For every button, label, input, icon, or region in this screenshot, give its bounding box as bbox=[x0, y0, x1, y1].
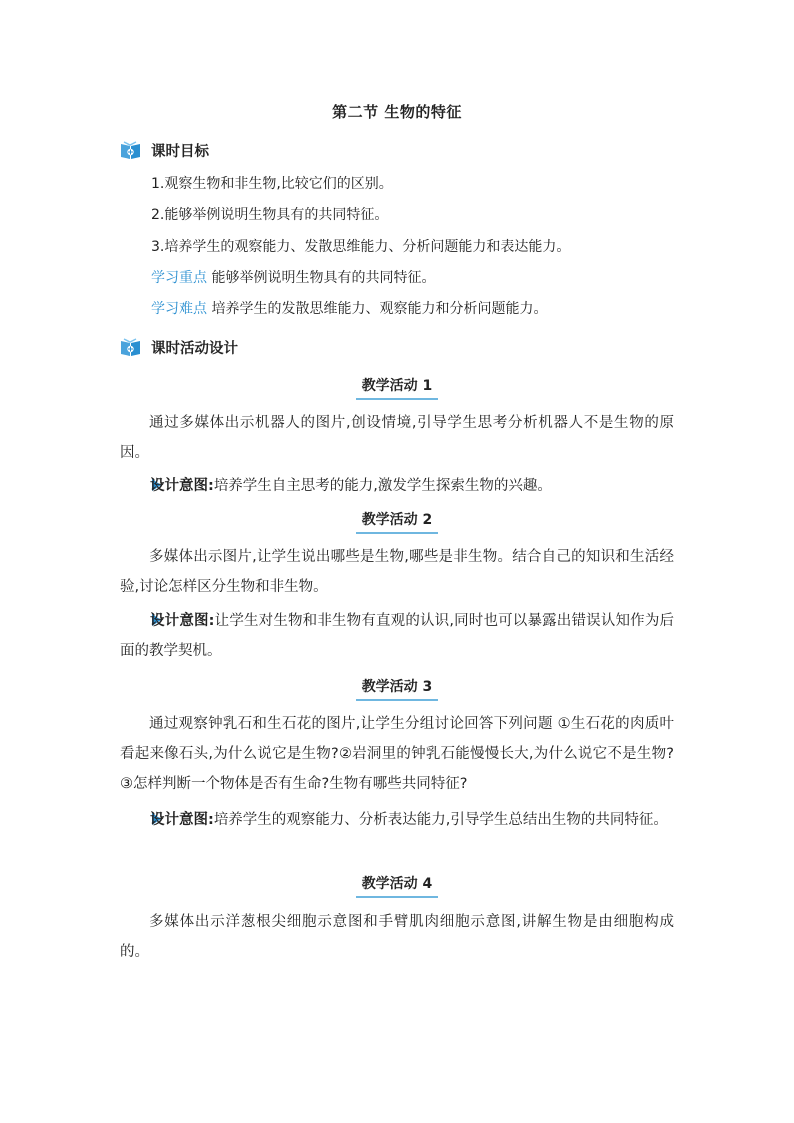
activity-heading-text: 教学活动 1 bbox=[356, 375, 439, 400]
design-intent bbox=[120, 471, 674, 501]
design-intent bbox=[120, 805, 674, 835]
design-intent-label: 设计意图: bbox=[150, 613, 215, 629]
objective-item: 3.培养学生的观察能力、发散思维能力、分析问题能力和表达能力。 bbox=[151, 239, 571, 255]
design-intent bbox=[120, 606, 674, 666]
objective-item: 2.能够举例说明生物具有的共同特征。 bbox=[151, 207, 389, 223]
section-title-objectives: 课时目标 bbox=[151, 143, 209, 160]
activity-heading-text: 教学活动 3 bbox=[356, 676, 439, 701]
book-icon bbox=[120, 338, 141, 357]
activity-body: 多媒体出示图片,让学生说出哪些是生物,哪些是非生物。结合自己的知识和生活经验,讨论怎样区分生物和非生物。 bbox=[120, 549, 674, 595]
key-point bbox=[151, 268, 435, 288]
page-title: 第二节 生物的特征 bbox=[332, 103, 462, 121]
objective-item: 1.观察生物和非生物,比较它们的区别。 bbox=[151, 176, 393, 192]
section-title-activities: 课时活动设计 bbox=[151, 340, 238, 357]
section-header-objectives bbox=[120, 139, 209, 161]
design-intent-text: 培养学生自主思考的能力,激发学生探索生物的兴趣。 bbox=[213, 478, 552, 494]
activity-body: 通过观察钟乳石和生石花的图片,让学生分组讨论回答下列问题 ①生石花的肉质叶看起来像石头,为什么说它是生物?②岩洞里的钟乳石能慢慢长大,为什么说它不是生物?③怎样判断一个物体是否有生命?生物有哪些共同特征? bbox=[120, 716, 674, 792]
key-point-label: 学习重点 bbox=[151, 270, 207, 286]
activity-heading bbox=[0, 676, 794, 701]
difficulty-point bbox=[151, 299, 547, 319]
difficulty-label: 学习难点 bbox=[151, 301, 207, 317]
activity-body: 通过多媒体出示机器人的图片,创设情境,引导学生思考分析机器人不是生物的原因。 bbox=[120, 415, 674, 461]
design-intent-text: 让学生对生物和非生物有直观的认识,同时也可以暴露出错误认知作为后面的教学契机。 bbox=[120, 613, 674, 659]
design-intent-label: 设计意图: bbox=[150, 812, 214, 828]
activity-heading-text: 教学活动 4 bbox=[356, 873, 439, 898]
book-icon bbox=[120, 141, 141, 160]
key-point-text: 能够举例说明生物具有的共同特征。 bbox=[211, 270, 436, 286]
design-intent-label: 设计意图: bbox=[150, 478, 214, 494]
difficulty-text: 培养学生的发散思维能力、观察能力和分析问题能力。 bbox=[211, 301, 548, 317]
activity-heading bbox=[0, 375, 794, 400]
activity-heading-text: 教学活动 2 bbox=[356, 509, 439, 534]
design-intent-text: 培养学生的观察能力、分析表达能力,引导学生总结出生物的共同特征。 bbox=[213, 812, 668, 828]
activity-heading bbox=[0, 873, 794, 898]
section-header-activities bbox=[120, 336, 238, 358]
activity-body: 多媒体出示洋葱根尖细胞示意图和手臂肌肉细胞示意图,讲解生物是由细胞构成的。 bbox=[120, 914, 674, 960]
activity-heading bbox=[0, 509, 794, 534]
